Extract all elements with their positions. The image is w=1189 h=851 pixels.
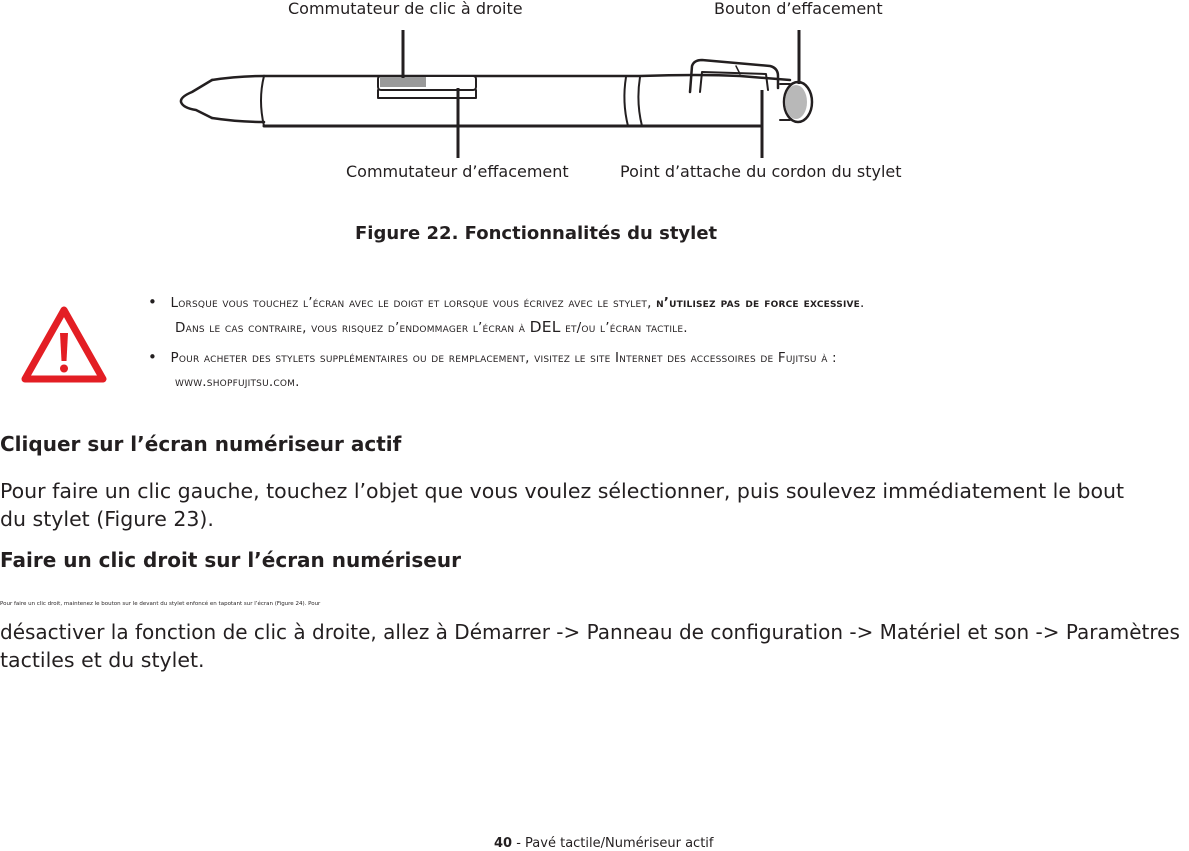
- callout-right-click-switch: Commutateur de clic à droite: [288, 0, 523, 18]
- stylus-pen-drawing: [181, 60, 812, 126]
- warning-bullet-2: [148, 345, 837, 394]
- warning-1-line2-del: DEL: [529, 318, 561, 336]
- warning-1-line2-b: et/ou l’écran tactile.: [560, 320, 688, 336]
- warning-1-line1-caps: Lorsque vous touchez l’écran avec le doigt et lorsque vous écrivez avec le stylet,: [170, 295, 657, 311]
- warning-1-line1-end: .: [860, 295, 865, 311]
- section-1-paragraph: [0, 477, 1124, 533]
- section-2-line-2: désactiver la fonction de clic à droite, allez à Démarrer -> Panneau de configuration -> Matériel et son -> Paramètres: [0, 620, 1180, 644]
- section-heading-active-digitizer-click: Cliquer sur l’écran numériseur actif: [0, 432, 402, 456]
- bullet-dot: •: [148, 348, 158, 366]
- stylus-barrel: [264, 75, 790, 80]
- figure-caption: Figure 22. Fonctionnalités du stylet: [355, 223, 718, 244]
- warning-2-website-link[interactable]: www.shopfujitsu.com.: [175, 374, 300, 390]
- section-2-line-1: Pour faire un clic droit, maintenez le bouton sur le devant du stylet enfoncé en tapotant sur l’écran (Figure 24). Pour: [0, 601, 321, 607]
- callout-eraser-button: Bouton d’effacement: [714, 0, 883, 18]
- bullet-dot: •: [148, 293, 158, 311]
- warning-2-line1: Pour acheter des stylets supplémentaires ou de remplacement, visitez le site Internet des accessoires de Fujitsu à :: [170, 350, 837, 366]
- section-1-line-1: Pour faire un clic gauche, touchez l’objet que vous voulez sélectionner, puis soulevez immédiatement le bout: [0, 479, 1125, 503]
- section-1-line-2: du stylet (Figure 23).: [0, 507, 214, 531]
- stylus-tip: [181, 80, 212, 118]
- section-2-paragraph: [0, 590, 1180, 674]
- callout-tether-point: Point d’attache du cordon du stylet: [620, 162, 902, 181]
- warning-bullet-1: [148, 290, 865, 340]
- footer-section-title: - Pavé tactile/Numériseur actif: [512, 836, 714, 851]
- warning-1-emphasis: n’utilisez pas de force excessive: [656, 295, 861, 311]
- section-2-line-3: tactiles et du stylet.: [0, 648, 205, 672]
- section-heading-right-click: Faire un clic droit sur l’écran numériseur: [0, 548, 461, 572]
- stylus-figure: [0, 0, 1189, 200]
- page-number: 40: [494, 836, 513, 851]
- warning-triangle-icon: [20, 305, 108, 385]
- page-footer: [494, 836, 713, 851]
- callout-leader-lines: [403, 30, 799, 158]
- warning-1-line2-a: Dans le cas contraire, vous risquez d’endommager l’écran à: [175, 320, 530, 336]
- callout-eraser-switch: Commutateur d’effacement: [346, 162, 569, 181]
